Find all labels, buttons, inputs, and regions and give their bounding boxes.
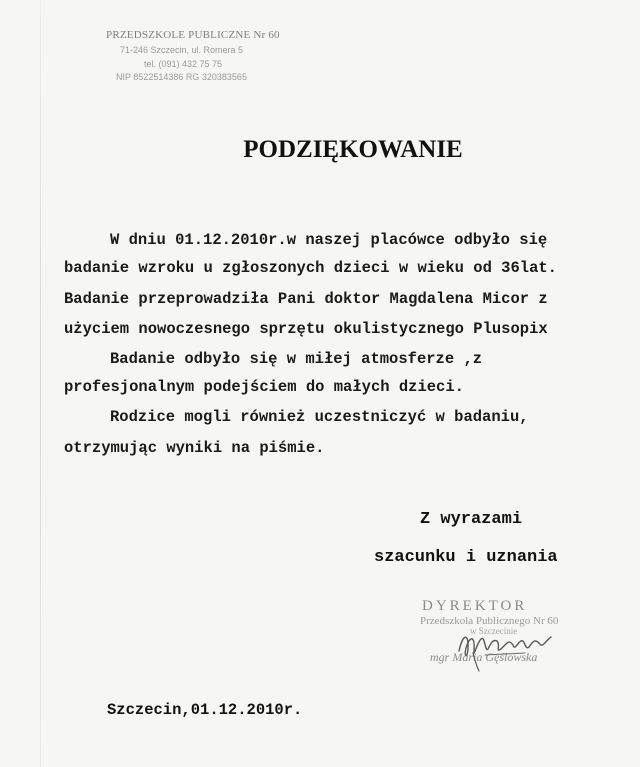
stamp-institution-name: PRZEDSZKOLE PUBLICZNE Nr 60 bbox=[106, 29, 280, 41]
stamp-phone: tel. (091) 432 75 75 bbox=[144, 59, 223, 69]
body-line-2: badanie wzroku u zgłoszonych dzieci w wieku od 36lat. bbox=[64, 259, 557, 277]
stamp-person-name: mgr Maria Gęślowska bbox=[430, 650, 538, 664]
stamp-city: w Szczecinie bbox=[470, 626, 518, 636]
body-line-4: użyciem nowoczesnego sprzętu okulistycznego Plusopix bbox=[64, 320, 548, 338]
body-line-6: profesjonalnym podejściem do małych dzieci. bbox=[64, 378, 464, 396]
body-line-5: Badanie odbyło się w miłej atmosferze ,z bbox=[110, 350, 483, 368]
place-and-date: Szczecin,01.12.2010r. bbox=[107, 701, 303, 719]
body-line-8: otrzymując wyniki na piśmie. bbox=[64, 439, 325, 457]
body-line-3: Badanie przeprowadziła Pani doktor Magdalena Micor z bbox=[64, 290, 548, 308]
stamp-ids: NIP 8522514386 RG 320383565 bbox=[116, 72, 247, 82]
handwritten-signature bbox=[455, 625, 555, 673]
stamp-institution: Przedszkola Publicznego Nr 60 bbox=[420, 615, 559, 627]
body-line-7: Rodzice mogli również uczestniczyć w badaniu, bbox=[110, 408, 529, 426]
body-line-1: W dniu 01.12.2010r.w naszej placówce odbyło się bbox=[110, 231, 548, 249]
closing-line-2: szacunku i uznania bbox=[374, 548, 558, 567]
stamp-role: DYREKTOR bbox=[422, 598, 528, 614]
stamp-address: 71-246 Szczecin, ul. Romera 5 bbox=[120, 45, 244, 55]
scan-margin-line bbox=[40, 0, 41, 767]
closing-line-1: Z wyrazami bbox=[420, 510, 523, 529]
document-title: PODZIĘKOWANIE bbox=[243, 136, 463, 163]
